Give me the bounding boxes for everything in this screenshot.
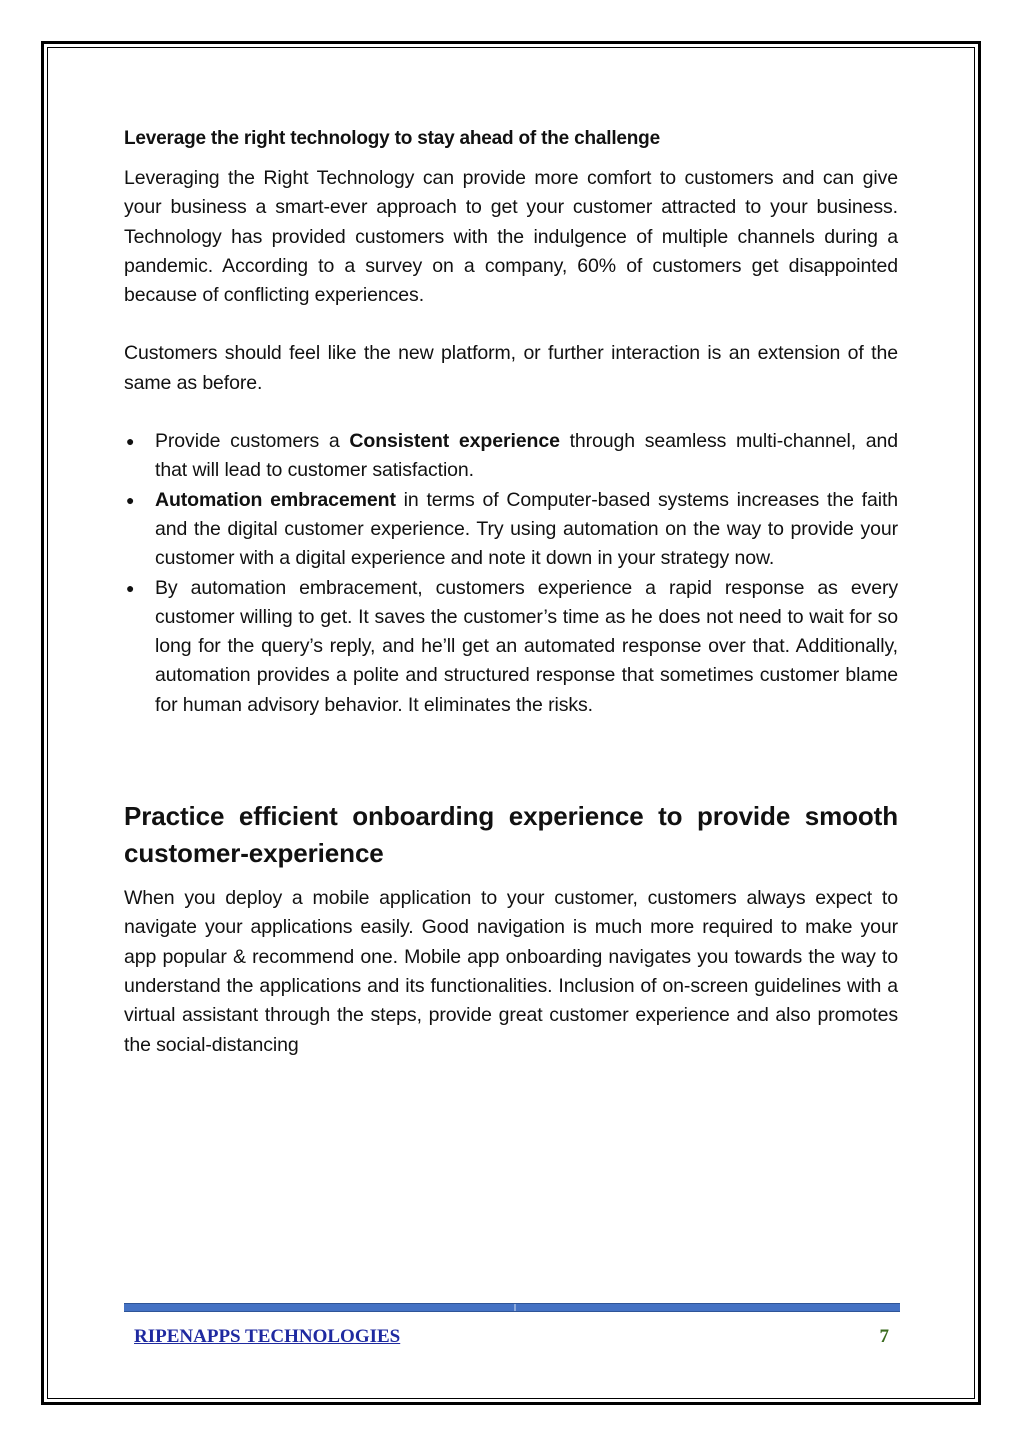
section1-paragraph-2: Customers should feel like the new platform, or further interaction is an extension of the same as before. bbox=[124, 342, 898, 394]
section2-paragraph: When you deploy a mobile application to your customer, customers always expect to navigate your applications easily. Good navigation is much more required to make your app popular & recommend one. Mobile app onboarding navigates you towards the way to understand the applications and its functionalities. Inclusion of on-screen guidelines with a virtual assistant through the steps, provide great customer experience and also promotes the social-distancing bbox=[124, 887, 898, 1056]
section1-heading: Leverage the right technology to stay ahead of the challenge bbox=[124, 128, 660, 149]
bullet-item: ● Automation embracement in terms of Computer-based systems increases the faith and the digital customer experience. Try using automation on the way to provide your customer with a digital experience and note it down in your strategy now. bbox=[124, 486, 898, 574]
section2-heading: Practice efficient onboarding experience to provide smooth customer-experience bbox=[124, 801, 898, 869]
footer-company-name: RIPENAPPS TECHNOLOGIES bbox=[134, 1326, 401, 1347]
page-number: 7 bbox=[879, 1326, 889, 1347]
bullet-icon: ● bbox=[126, 579, 135, 596]
section1-paragraph-1: Leveraging the Right Technology can provide more comfort to customers and can give your business a smart-ever approach to get your customer attracted to your business. Technology has provided customers with the indulgence of multiple channels during a pandemic. According to a survey on a company, 60% of customers get disappointed because of conflicting experiences. bbox=[124, 167, 898, 307]
bullet-list bbox=[124, 427, 898, 720]
bullet-icon: ● bbox=[126, 433, 135, 450]
footer-divider-bar bbox=[124, 1303, 900, 1312]
bullet-item: ● Provide customers a Consistent experience through seamless multi-channel, and that will lead to customer satisfaction. bbox=[124, 427, 898, 486]
bullet-item: ● By automation embracement, customers experience a rapid response as every customer willing to get. It saves the customer’s time as he does not need to wait for so long for the query’s reply, and he’ll get an automated response over that. Additionally, automation provides a polite and structured response that sometimes customer blame for human advisory behavior. It eliminates the risks. bbox=[124, 574, 898, 720]
bullet-icon: ● bbox=[126, 491, 135, 508]
page-content bbox=[124, 124, 898, 1060]
